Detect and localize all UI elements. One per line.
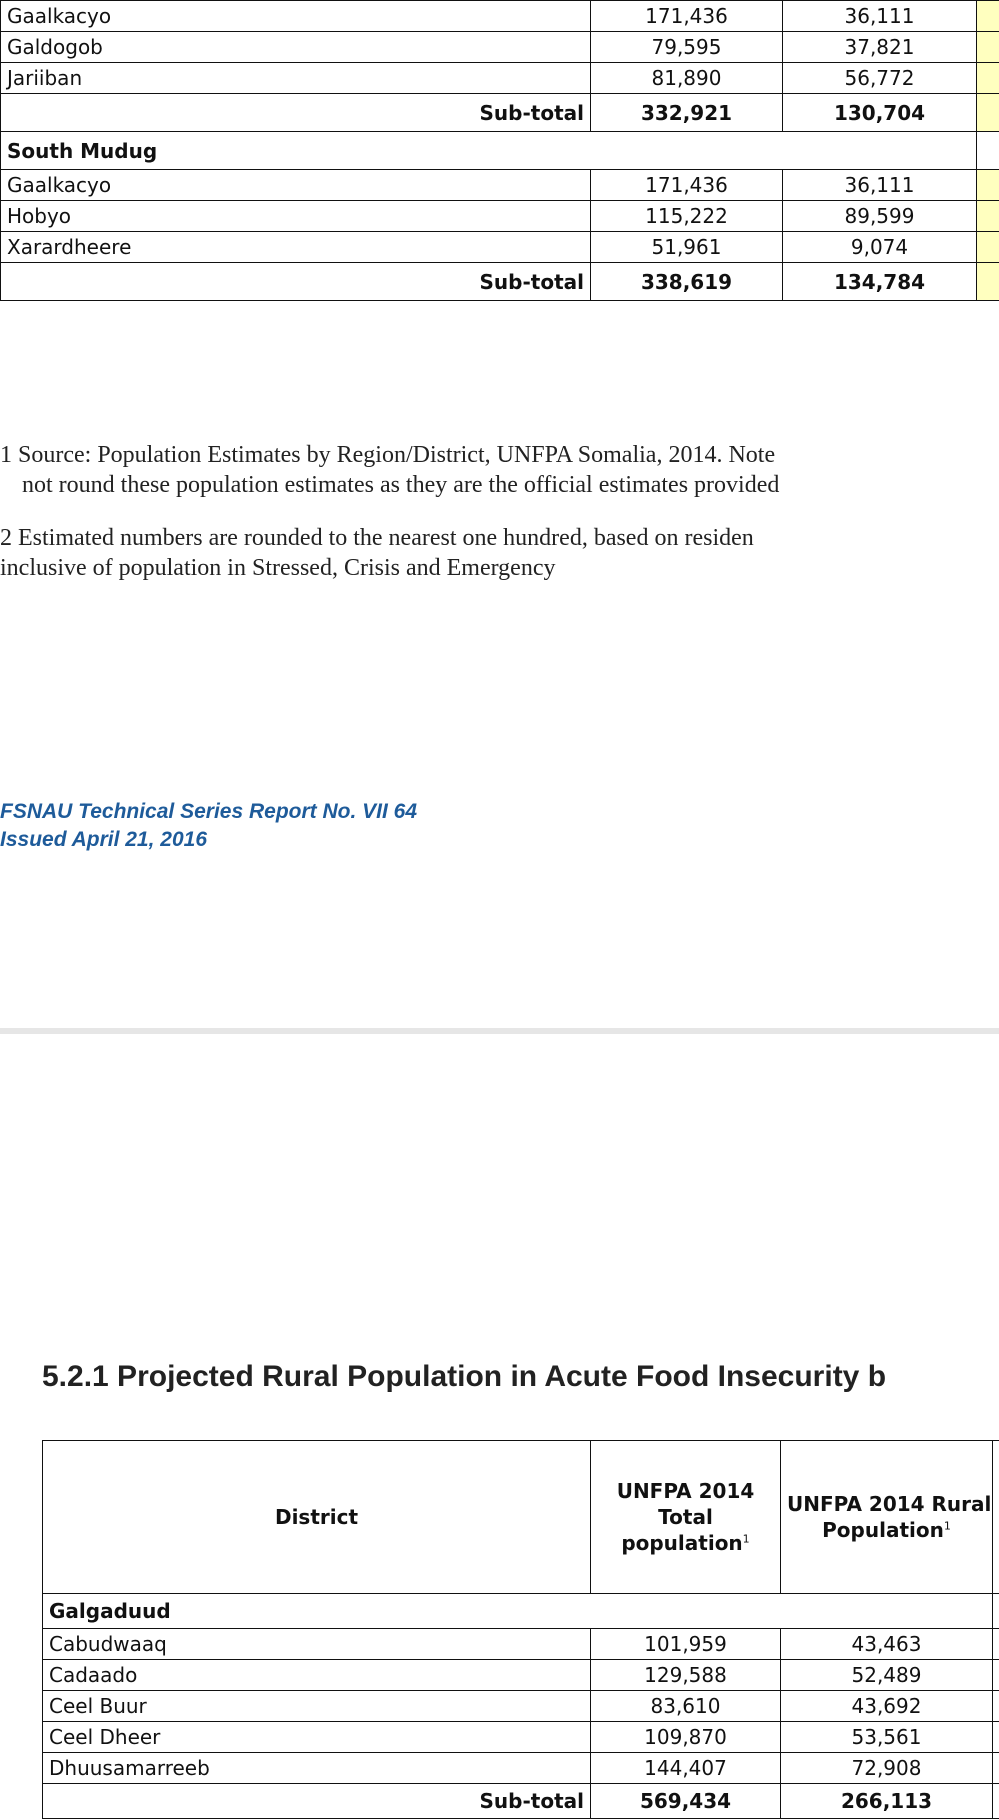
- subtotal-label: Sub-total: [43, 1784, 591, 1819]
- rural-population-cell: 89,599: [783, 201, 977, 232]
- report-series-title: FSNAU Technical Series Report No. VII 64: [0, 800, 418, 823]
- district-cell: Dhuusamarreeb: [43, 1753, 591, 1784]
- district-cell: Cabudwaaq: [43, 1629, 591, 1660]
- subtotal-total: 332,921: [591, 94, 783, 132]
- table-row: [1, 232, 999, 263]
- total-population-cell: 101,959: [591, 1629, 781, 1660]
- district-cell: Cadaado: [43, 1660, 591, 1691]
- total-population-cell: 81,890: [591, 63, 783, 94]
- district-cell: Ceel Buur: [43, 1691, 591, 1722]
- total-population-cell: 79,595: [591, 32, 783, 63]
- footnote-1: [0, 440, 999, 500]
- subtotal-total: 338,619: [591, 263, 783, 301]
- table-row: [43, 1753, 999, 1784]
- region-label: Galgaduud: [43, 1594, 993, 1629]
- footnote-ref: 1: [943, 1519, 951, 1533]
- subtotal-label: Sub-total: [1, 263, 591, 301]
- footnote-1-line-1: 1 Source: Population Estimates by Region/District, UNFPA Somalia, 2014. Note: [0, 442, 776, 468]
- table-row: [43, 1629, 999, 1660]
- region-row: [43, 1594, 999, 1629]
- table-row: [1, 1, 999, 32]
- rural-population-cell: 9,074: [783, 232, 977, 263]
- district-cell: Galdogob: [1, 32, 591, 63]
- footnote-1-line-2: not round these population estimates as they are the official estimates provided: [22, 472, 780, 498]
- blank-cell: [993, 1629, 999, 1660]
- highlight-cell: [977, 232, 999, 263]
- rural-header-word: Population: [822, 1518, 944, 1542]
- total-population-cell: 171,436: [591, 170, 783, 201]
- subtotal-total: 569,434: [591, 1784, 781, 1819]
- table-row: [1, 63, 999, 94]
- subtotal-rural: 134,784: [783, 263, 977, 301]
- district-cell: Hobyo: [1, 201, 591, 232]
- region-label: South Mudug: [1, 132, 977, 170]
- subtotal-row: [43, 1784, 999, 1819]
- total-population-cell: 115,222: [591, 201, 783, 232]
- rural-population-cell: 36,111: [783, 1, 977, 32]
- subtotal-rural: 266,113: [781, 1784, 993, 1819]
- highlight-cell: [977, 63, 999, 94]
- rural-population-cell: 37,821: [783, 32, 977, 63]
- blank-cell: [993, 1753, 999, 1784]
- rural-population-cell: 43,463: [781, 1629, 993, 1660]
- total-header-line-2: Total: [658, 1505, 713, 1529]
- page-divider: [0, 1028, 999, 1034]
- rural-population-cell: 52,489: [781, 1660, 993, 1691]
- subtotal-row: [1, 263, 999, 301]
- report-issue-date: Issued April 21, 2016: [0, 828, 207, 851]
- table-row: [1, 32, 999, 63]
- top-population-table: [0, 0, 999, 301]
- blank-cell: [993, 1722, 999, 1753]
- table-row: [1, 170, 999, 201]
- blank-header-cell: [993, 1441, 999, 1594]
- footnote-2: [0, 523, 999, 583]
- district-cell: Gaalkacyo: [1, 1, 591, 32]
- total-header-word: population: [621, 1531, 743, 1555]
- footnote-2-line-1: 2 Estimated numbers are rounded to the nearest one hundred, based on residen: [0, 525, 754, 551]
- highlight-cell: [977, 1, 999, 32]
- district-cell: Ceel Dheer: [43, 1722, 591, 1753]
- header-row: [43, 1441, 999, 1594]
- table-row: [43, 1691, 999, 1722]
- rural-header-line-2: [787, 1517, 986, 1543]
- rural-population-cell: 53,561: [781, 1722, 993, 1753]
- highlight-cell: [977, 170, 999, 201]
- region-row: [1, 132, 999, 170]
- rural-population-table: [42, 1440, 999, 1819]
- total-population-header: [591, 1441, 781, 1594]
- total-population-cell: 171,436: [591, 1, 783, 32]
- highlight-cell: [977, 201, 999, 232]
- table-row: [1, 201, 999, 232]
- total-header-line-3: [597, 1530, 774, 1556]
- highlight-cell: [977, 32, 999, 63]
- footnote-ref: 1: [742, 1532, 750, 1546]
- rural-population-cell: 43,692: [781, 1691, 993, 1722]
- report-series: [0, 798, 417, 854]
- district-cell: Jariiban: [1, 63, 591, 94]
- total-population-cell: 109,870: [591, 1722, 781, 1753]
- subtotal-label: Sub-total: [1, 94, 591, 132]
- blank-cell: [993, 1594, 999, 1629]
- total-header-line-1: UNFPA 2014: [616, 1479, 755, 1503]
- total-population-cell: 129,588: [591, 1660, 781, 1691]
- subtotal-row: [1, 94, 999, 132]
- table-row: [43, 1660, 999, 1691]
- rural-header-line-1: UNFPA 2014 Rural: [787, 1492, 992, 1516]
- rural-population-cell: 56,772: [783, 63, 977, 94]
- table-row: [43, 1722, 999, 1753]
- total-population-cell: 144,407: [591, 1753, 781, 1784]
- rural-population-header: [781, 1441, 993, 1594]
- district-cell: Gaalkacyo: [1, 170, 591, 201]
- footnote-2-line-2: inclusive of population in Stressed, Crisis and Emergency: [0, 555, 556, 581]
- section-heading: 5.2.1 Projected Rural Population in Acute Food Insecurity b: [42, 1360, 887, 1393]
- district-cell: Xarardheere: [1, 232, 591, 263]
- highlight-cell: [977, 263, 999, 301]
- total-population-cell: 51,961: [591, 232, 783, 263]
- blank-cell: [977, 132, 999, 170]
- rural-population-cell: 36,111: [783, 170, 977, 201]
- total-population-cell: 83,610: [591, 1691, 781, 1722]
- subtotal-rural: 130,704: [783, 94, 977, 132]
- blank-cell: [993, 1784, 999, 1819]
- district-header: District: [43, 1441, 591, 1594]
- blank-cell: [993, 1660, 999, 1691]
- highlight-cell: [977, 94, 999, 132]
- rural-population-cell: 72,908: [781, 1753, 993, 1784]
- blank-cell: [993, 1691, 999, 1722]
